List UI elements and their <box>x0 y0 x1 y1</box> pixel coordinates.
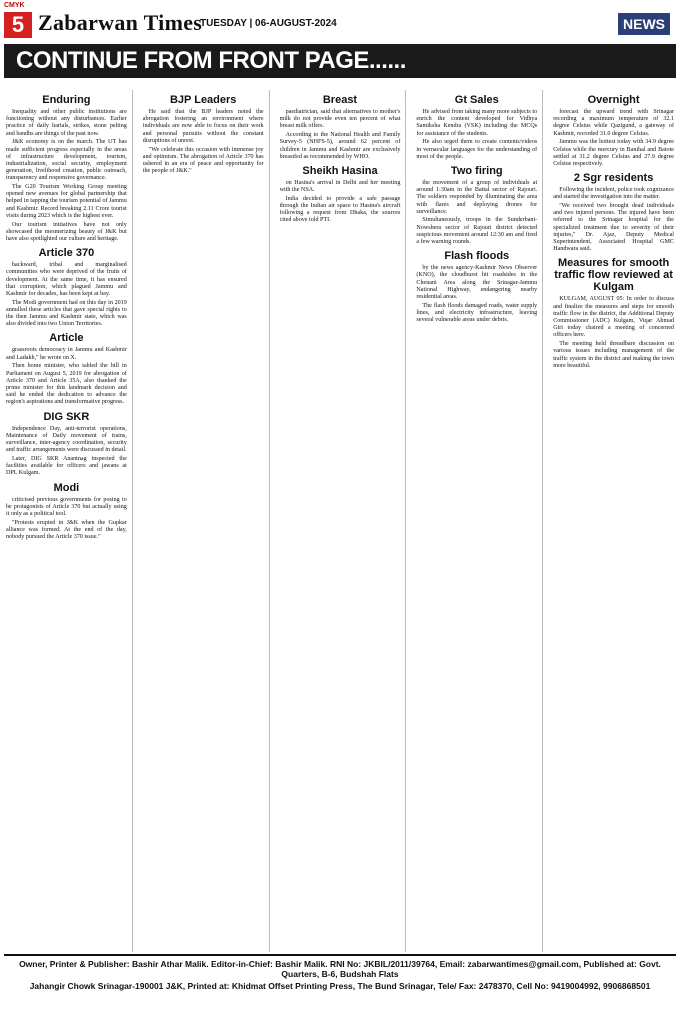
article-heading: Article 370 <box>38 247 95 260</box>
article-paragraph: the movement of a group of individuals at around 1:30am in the Battal sector of Rajouri. The soldiers responded by illuminating the area with flares and deploying drones for surveillance. <box>416 179 538 215</box>
article-paragraph: KULGAM, AUGUST 05: In order to discuss and finalize the measures and steps for smooth traffic flow in the district, the Additional Deputy Commissioner (ADC) Kulgam, Viqar Ahmad Giri today chaired a meeting of concerned officers here. <box>553 296 674 339</box>
article-heading: Measures for smooth traffic flow reviewed at Kulgam <box>554 257 673 294</box>
article-heading: Enduring <box>42 94 91 106</box>
article-heading: Modi <box>53 481 80 494</box>
banner <box>4 44 676 78</box>
imprint-line-1: Owner, Printer & Publisher: Bashir Athar Malik. Editor-in-Chief: Bashir Malik. RNI No: JKBIL/2011/39764, Email: zabarwantimes@gmail.com, Published at: Govt. Quarters, B-6, Budshah Flats <box>19 959 661 979</box>
article-heading: Two firing <box>450 164 503 177</box>
article-paragraph: Simultaneously, troops in the Sunderbani-Nowshera sector of Rajouri district detected suspicious movement around 12:30 am and fired a few warning rounds. <box>416 217 538 246</box>
article-heading: Sheikh Hasina <box>302 164 378 177</box>
article-heading: Overnight <box>587 94 640 106</box>
article-paragraph: backward, tribal and marginalised communities who were deprived of the fruits of development. At the same time, it has ensured that corruption, which plagued Jammu and Kashmir for decades, has been kept at bay. <box>6 262 127 297</box>
page-number: 5 <box>4 12 32 38</box>
article-paragraph: Later, DIG SKR Anantnag inspected the facilities available for officers and jawans at DPL Kulgam. <box>6 455 127 477</box>
article-paragraph: India decided to provide a safe passage through the Indian air space to Hasina's aircraft following a request from Dhaka, the sources cited above told PTI. <box>279 195 401 224</box>
article-paragraph: Then home minister, who tabled the bill in Parliament on August 5, 2019 for abrogation of Article 370 and Article 35A, also thanked the prime minister for this landmark decision and said he ended the dedication to advance the region's aspirations and transformative progress. <box>6 363 127 406</box>
article-heading: 2 Sgr residents <box>573 172 654 185</box>
banner-title: CONTINUE FROM FRONT PAGE...... <box>16 47 406 74</box>
column-4 <box>416 90 543 952</box>
article-paragraph: He advised from taking many more subjects to enrich the content developed for Vidhya Samiksha Kendra (VSK) including the MCQs for assistance of the students. <box>416 109 538 137</box>
article-paragraph: forecast the upward trend with Srinagar recording a maximum temperature of 32.1 degree Celsius while Qazigund, a gateway of Kashmir, recorded 31.0 degree Celsius. <box>553 109 674 137</box>
article-heading: Flash floods <box>444 250 510 263</box>
article-paragraph: He said that the BJP leaders noted the abrogation fostering an environment where individuals are now able to focus on their work and personal pursuits without the constant disruptions of unrest. <box>142 109 264 144</box>
article-paragraph: Jammu was the hottest today with 34.9 degree Celsius while the mercury in Banihal and Batote settled at 31.2 degree Celsius and 27.9 degree Celsius respectively. <box>553 139 674 167</box>
article-paragraph: grassroots democracy in Jammu and Kashmir and Ladakh," he wrote on X. <box>6 347 127 361</box>
article-paragraph: Independence Day, anti-terrorist operations, Maintenance of Daily movement of trains, surveillance, inter-agency coordination, security and traffic arrangements were discussed in detail. <box>6 425 127 454</box>
article-paragraph: Our tourism initiatives have not only showcased the mesmerizing beauty of J&K but have also spotlighted our culture and heritage. <box>6 221 127 242</box>
article-paragraph: "We celebrate this occasion with immense joy and optimism. The abrogation of Article 370 has ushered in an era of peace and opportunity for the people of J&K." <box>142 146 264 175</box>
column-3 <box>280 90 407 952</box>
article-heading: Gt Sales <box>454 94 499 106</box>
article-paragraph: He also urged them to create contents/videos in vernacular languages for the understanding of most of the people. <box>416 139 538 160</box>
article-columns <box>6 90 674 952</box>
article-paragraph: The Modi government had on this day in 2019 annulled these articles that gave special rights to the then Jammu and Kashmir state, which was also divided into two Union Territories. <box>6 299 127 328</box>
issue-date: TUESDAY | 06-AUGUST-2024 <box>200 18 337 29</box>
article-heading: BJP Leaders <box>169 94 237 106</box>
article-paragraph: "We received two brought dead individuals and two injured persons. The injured have been referred to the Srinagar hospital for the specialized treatment due to severity of their injuries," Dr. Ajaz, Deputy Medical Superintendent, Associated Hospital GMC Handwara said. <box>553 203 674 253</box>
article-paragraph: The meeting held threadbare discussion on various issues including management of the traffic system in the district and making the town more beautiful. <box>553 341 674 369</box>
section-badge: NEWS <box>618 13 670 35</box>
article-heading: DIG SKR <box>43 410 90 423</box>
article-paragraph: "Protests erupted in J&K when the Gupkar alliance was formed. At the end of the day, nobody pursued the Article 370 issue." <box>6 519 127 541</box>
article-paragraph: criticised previous governments for posing to be protagonists of Article 370 but actually using it only as a political tool. <box>6 496 127 517</box>
article-paragraph: paediatrician, said that alternatives to mother's milk do not provide even ten percent of what breast milk offers. <box>279 109 401 130</box>
column-2 <box>143 90 270 952</box>
article-paragraph: J&K economy is on the march. The UT has made sufficient progress especially in the areas of infrastructure development, tourism, industrialization, social security, employment generation, livelihood creation, public outreach, transparency and responsive governance. <box>6 139 127 182</box>
imprint-footer <box>4 954 676 1014</box>
masthead-title: Zabarwan Times <box>38 10 203 35</box>
article-paragraph: on Hasina's arrival in Delhi and her meeting with the NSA. <box>279 179 401 194</box>
article-heading: Breast <box>322 94 358 106</box>
column-5 <box>553 90 674 952</box>
article-paragraph: The flash floods damaged roads, water supply lines, and electricity infrastructure, leaving several vulnerable areas under debris. <box>416 302 538 324</box>
article-heading: Article <box>49 332 84 345</box>
column-1 <box>6 90 133 952</box>
article-paragraph: by the news agency-Kashmir News Observer (KNO), the cloudburst hit roadsides in the Chenani Area along the Srinagar-Jammu National Highway, endangering nearby residential areas. <box>416 265 538 301</box>
imprint-line-2: Jahangir Chowk Srinagar-190001 J&K, Printed at: Khidmat Offset Printing Press, The Bund Srinagar, Tele/ Fax: 2478370, Cell No: 9419004992, 9906868501 <box>29 981 651 991</box>
article-paragraph: According to the National Health and Family Survey-5 (NHFS-5), around 62 percent of children in Jammu and Kashmir are exclusively breastfed as recommended by WHO. <box>279 132 401 160</box>
article-paragraph: Inequality and other public institutions are functioning without any disturbances. Earlier practice of daily hartals, strikes, stone pelting and bandhs are things of the past now. <box>6 109 127 137</box>
article-paragraph: Following the incident, police took cognizance and started the investigation into the matter. <box>553 187 674 201</box>
article-paragraph: The G20 Tourism Working Group meeting opened new avenues for global partnership that helped in tapping the tourism potential of Jammu and Kashmir. Record breaking 2.11 Crore tourist visits during 2023 which is the highest ever. <box>6 184 127 219</box>
cmyk-registration-mark: CMYK <box>4 2 25 9</box>
